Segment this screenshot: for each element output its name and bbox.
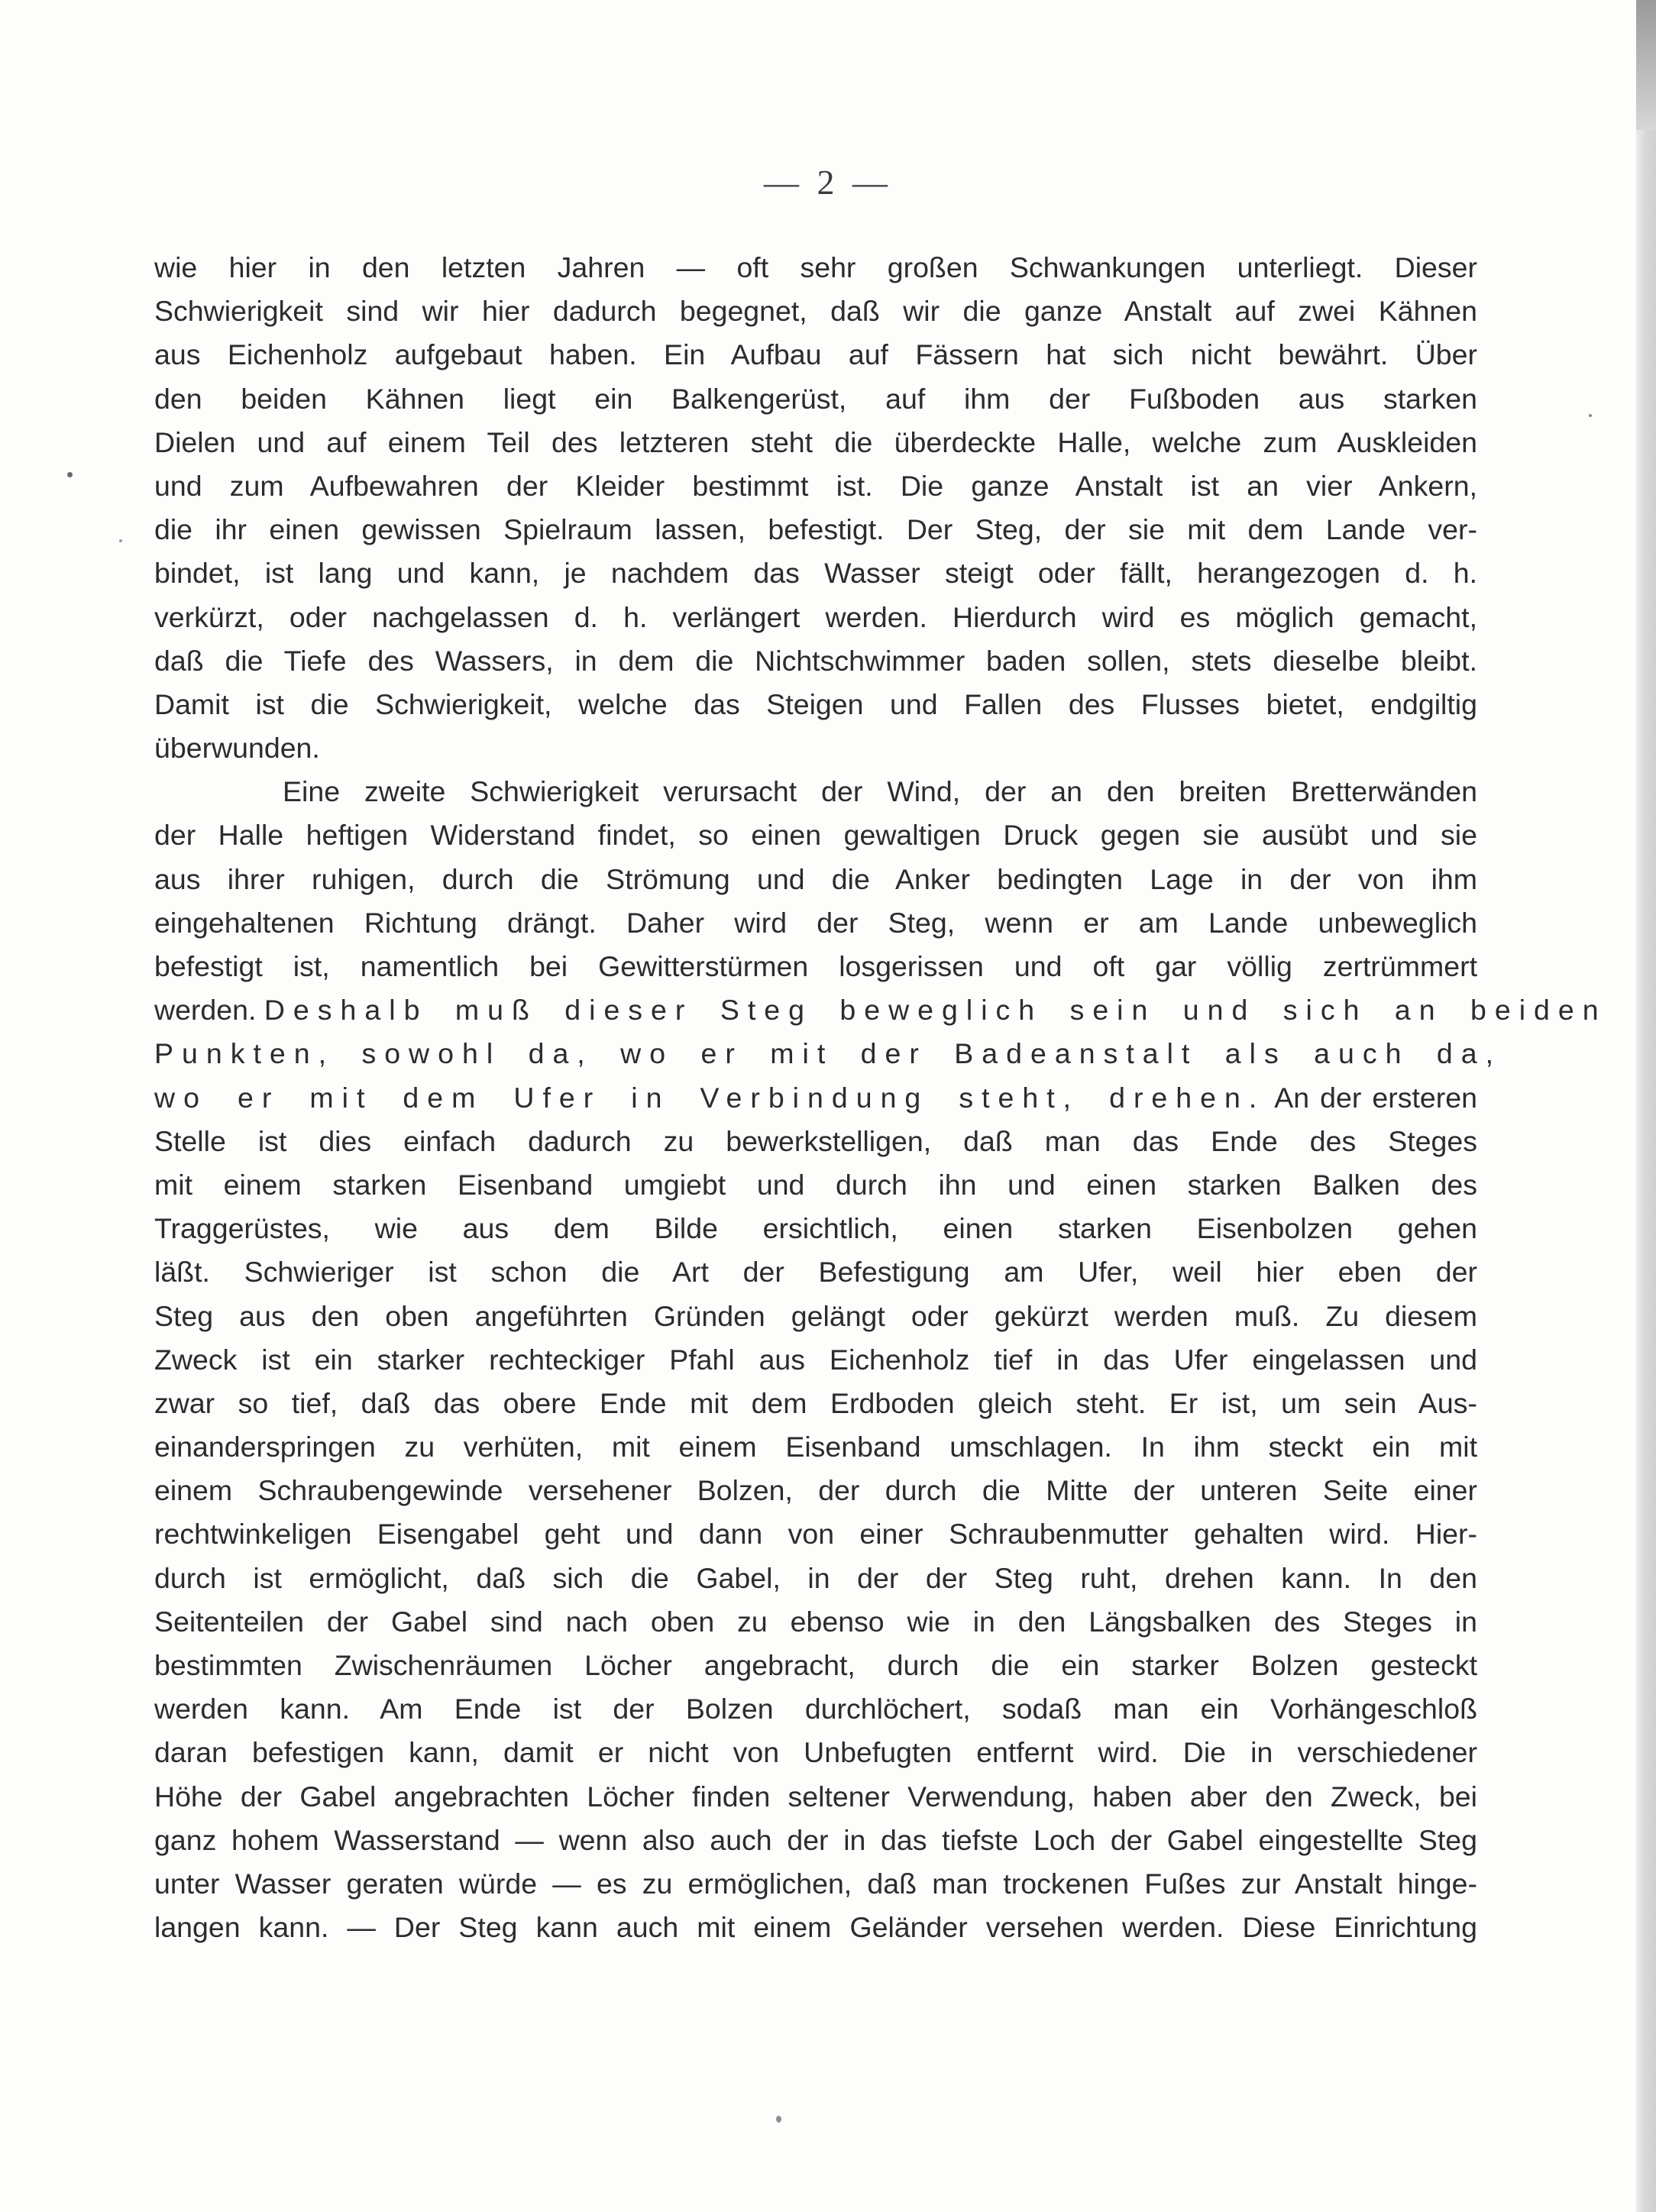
scan-speck	[776, 2116, 781, 2123]
text-line: Höhe der Gabel angebrachten Löcher finden seltener Verwendung, haben aber den Zweck, bei	[154, 1780, 1477, 1813]
scan-speck	[67, 472, 73, 477]
text-line: einanderspringen zu verhüten, mit einem Eisenband umschlagen. In ihm steckt ein mit	[154, 1431, 1477, 1463]
paragraph-2	[154, 770, 1607, 1949]
text-line: Schwierigkeit sind wir hier dadurch begegnet, daß wir die ganze Anstalt auf zwei Kähnen	[154, 295, 1477, 328]
text-line: Stelle ist dies einfach dadurch zu bewerkstelligen, daß man das Ende des Steges	[154, 1124, 1477, 1157]
text-line: Traggerüstes, wie aus dem Bilde ersichtlich, einen starken Eisenbolzen gehen	[154, 1212, 1477, 1245]
spaced-emphasis: Deshalb muß dieser Steg beweglich sein und sich an beiden	[264, 994, 1607, 1027]
text-line: überwunden.	[154, 732, 320, 765]
text-line: die ihr einen gewissen Spielraum lassen, befestigt. Der Steg, der sie mit dem Lande ver-	[154, 513, 1477, 546]
text-line: Eine zweite Schwierigkeit verursacht der Wind, der an den breiten Bretterwänden	[283, 775, 1477, 808]
text-line: mit einem starken Eisenband umgiebt und durch ihn und einen starken Balken des	[154, 1168, 1477, 1201]
text-line: bestimmten Zwischenräumen Löcher angebracht, durch die ein starker Bolzen gesteckt	[154, 1649, 1477, 1681]
text-line: rechtwinkeligen Eisengabel geht und dann von einer Schraubenmutter gehalten wird. Hier-	[154, 1518, 1477, 1551]
text-line-mixed	[154, 1076, 1477, 1120]
text-line: und zum Aufbewahren der Kleider bestimmt ist. Die ganze Anstalt ist an vier Ankern,	[154, 469, 1477, 502]
text-line: langen kann. — Der Steg kann auch mit einem Geländer versehen werden. Diese Einrichtung	[154, 1911, 1477, 1944]
text-line: der Halle heftigen Widerstand findet, so einen gewaltigen Druck gegen sie ausübt und sie	[154, 819, 1477, 852]
text-line: einem Schraubengewinde versehener Bolzen, der durch die Mitte der unteren Seite einer	[154, 1474, 1477, 1507]
paragraph-1	[154, 246, 1477, 770]
text-segment: werden.	[154, 994, 264, 1027]
text-line: daran befestigen kann, damit er nicht von Unbefugten entfernt wird. Die in verschiedener	[154, 1736, 1477, 1769]
text-line: aus Eichenholz aufgebaut haben. Ein Aufbau auf Fässern hat sich nicht bewährt. Über	[154, 338, 1477, 371]
text-line: durch ist ermöglicht, daß sich die Gabel, in der der Steg ruht, drehen kann. In den	[154, 1561, 1477, 1594]
text-line: ganz hohem Wasserstand — wenn also auch der in das tiefste Loch der Gabel eingestellte Steg	[154, 1823, 1477, 1856]
text-line: daß die Tiefe des Wassers, in dem die Nichtschwimmer baden sollen, stets dieselbe bleibt.	[154, 644, 1477, 677]
spaced-emphasis-line: Punkten, sowohl da, wo er mit der Badeanstalt als auch da,	[154, 1037, 1502, 1070]
text-segment: An der ersteren	[1265, 1081, 1477, 1114]
text-line: verkürzt, oder nachgelassen d. h. verlängert werden. Hierdurch wird es möglich gemacht,	[154, 600, 1477, 633]
scan-edge-shadow-top	[1636, 0, 1656, 130]
text-line: den beiden Kähnen liegt ein Balkengerüst, auf ihm der Fußboden aus starken	[154, 382, 1477, 415]
text-line: Damit ist die Schwierigkeit, welche das Steigen und Fallen des Flusses bietet, endgiltig	[154, 687, 1477, 720]
body-text	[154, 246, 1607, 1949]
text-line: läßt. Schwieriger ist schon die Art der Befestigung am Ufer, weil hier eben der	[154, 1256, 1477, 1289]
text-line: unter Wasser geraten würde — es zu ermöglichen, daß man trockenen Fußes zur Anstalt hinge-	[154, 1867, 1477, 1900]
scan-speck	[1589, 414, 1592, 417]
text-line-mixed	[154, 988, 1607, 1032]
spaced-emphasis: wo er mit dem Ufer in Verbindung steht, drehen.	[154, 1081, 1266, 1114]
text-line: eingehaltenen Richtung drängt. Daher wird der Steg, wenn er am Lande unbeweglich	[154, 906, 1477, 939]
text-line: bindet, ist lang und kann, je nachdem das Wasser steigt oder fällt, herangezogen d. h.	[154, 557, 1477, 590]
text-line: Steg aus den oben angeführten Gründen gelängt oder gekürzt werden muß. Zu diesem	[154, 1299, 1477, 1332]
text-line: Dielen und auf einem Teil des letzteren steht die überdeckte Halle, welche zum Auskleiden	[154, 425, 1477, 458]
scan-edge-shadow	[1636, 0, 1656, 2212]
text-line: wie hier in den letzten Jahren — oft sehr großen Schwankungen unterliegt. Dieser	[154, 251, 1477, 283]
text-line: werden kann. Am Ende ist der Bolzen durchlöchert, sodaß man ein Vorhängeschloß	[154, 1693, 1477, 1725]
text-line: Seitenteilen der Gabel sind nach oben zu ebenso wie in den Längsbalken des Steges in	[154, 1605, 1477, 1638]
scan-speck	[119, 539, 122, 542]
text-line: Zweck ist ein starker rechteckiger Pfahl aus Eichenholz tief in das Ufer eingelassen und	[154, 1343, 1477, 1376]
text-line: zwar so tief, daß das obere Ende mit dem Erdboden gleich steht. Er ist, um sein Aus-	[154, 1386, 1477, 1419]
page-number: — 2 —	[764, 163, 892, 202]
text-line: befestigt ist, namentlich bei Gewitterstürmen losgerissen und oft gar völlig zertrümmert	[154, 950, 1477, 982]
text-line: aus ihrer ruhigen, durch die Strömung und die Anker bedingten Lage in der von ihm	[154, 862, 1477, 895]
